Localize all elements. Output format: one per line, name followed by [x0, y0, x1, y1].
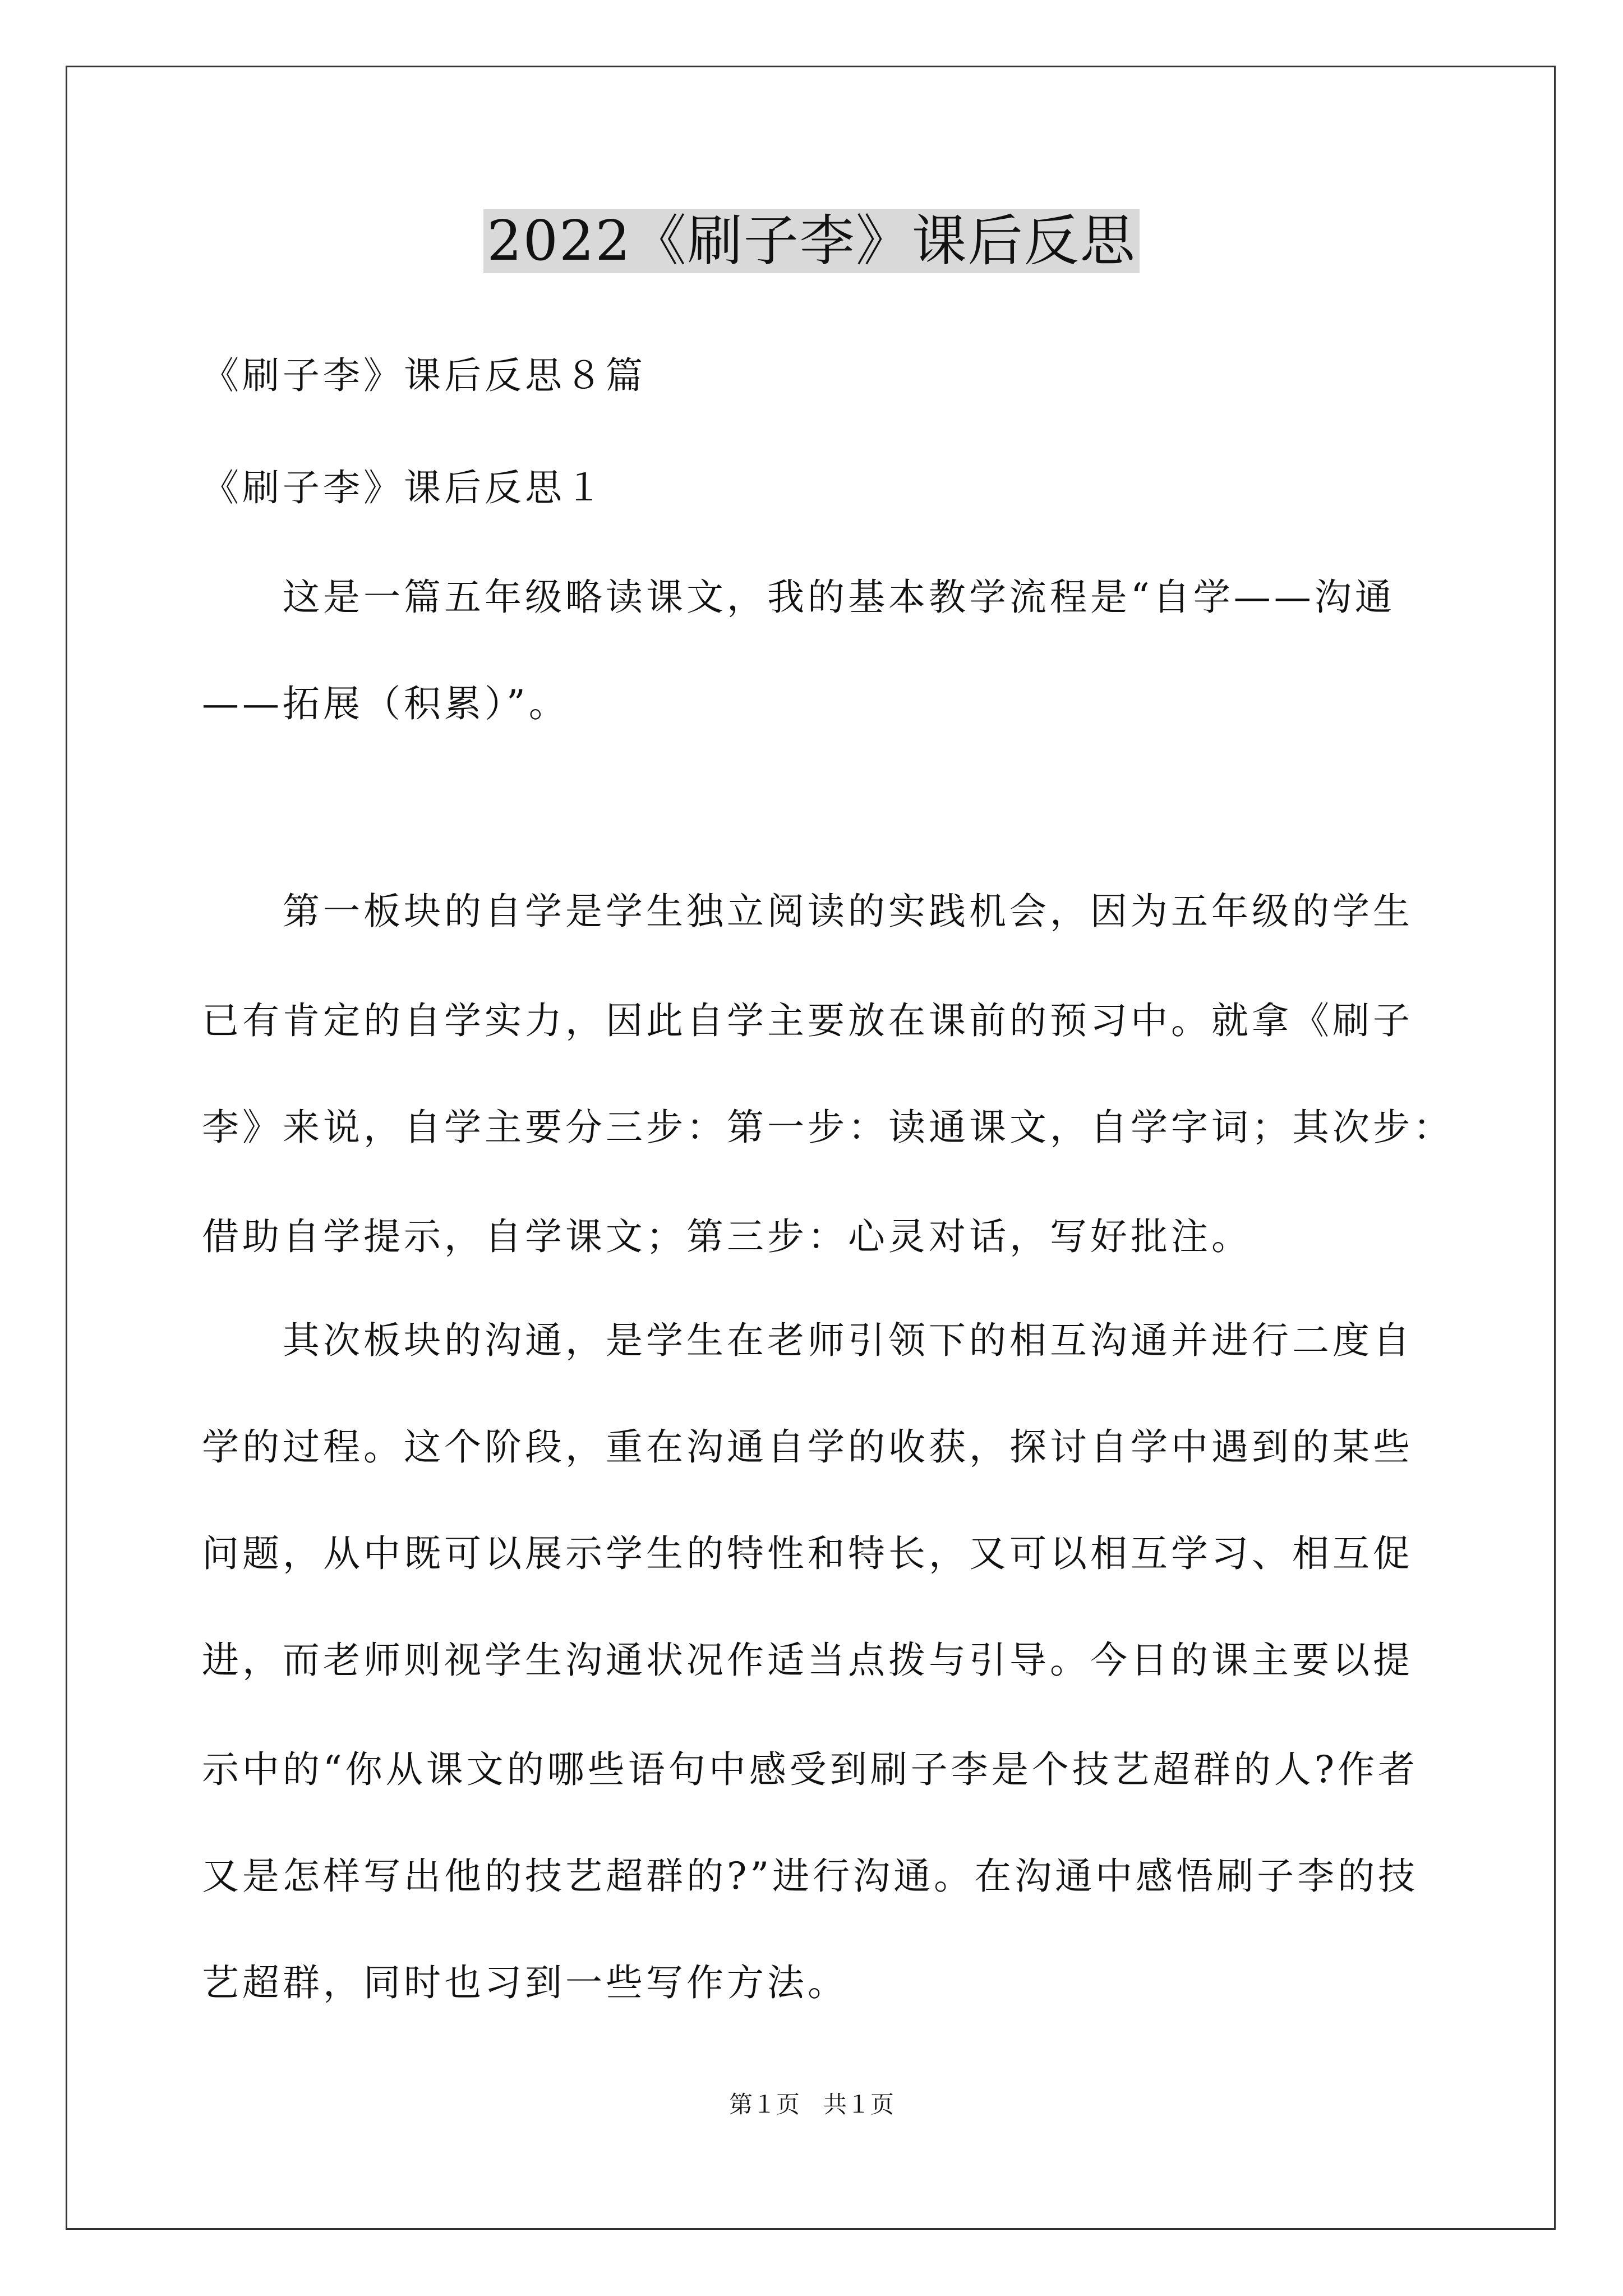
document-title [0, 202, 1623, 280]
paragraph-3-line-6: 又是怎样写出他的技艺超群的?”进行沟通。在沟通中感悟刷子李的技 [202, 1855, 1419, 1898]
paragraph-3-line-3: 问题，从中既可以展示学生的特性和特长，又可以相互学习、相互促 [202, 1532, 1413, 1575]
subtitle-part-1: 《刷子李》课后反思１ [202, 466, 606, 509]
paragraph-2-line-2: 已有肯定的自学实力，因此自学主要放在课前的预习中。就拿《刷子 [202, 999, 1413, 1042]
document-title-text: 2022《刷子李》课后反思 [483, 209, 1139, 273]
paragraph-3-line-4: 进，而老师则视学生沟通状况作适当点拨与引导。今日的课主要以提 [202, 1639, 1413, 1682]
paragraph-1-line-2: ——拓展（积累）”。 [202, 682, 569, 725]
page-footer: 第１页 共１页 [728, 2091, 894, 2118]
paragraph-2-line-1: 第一板块的自学是学生独立阅读的实践机会，因为五年级的学生 [202, 890, 1413, 933]
paragraph-1-line-1: 这是一篇五年级略读课文，我的基本教学流程是“自学——沟通 [202, 576, 1395, 619]
subtitle-collection: 《刷子李》课后反思８篇 [202, 354, 646, 397]
paragraph-2-line-4: 借助自学提示，自学课文；第三步：心灵对话，写好批注。 [202, 1215, 1252, 1258]
paragraph-3-line-7: 艺超群，同时也习到一些写作方法。 [202, 1961, 848, 2004]
paragraph-2-line-3: 李》来说，自学主要分三步：第一步：读通课文，自学字词；其次步： [202, 1106, 1454, 1149]
paragraph-3-line-5: 示中的“你从课文的哪些语句中感受到刷子李是个技艺超群的人?作者 [202, 1748, 1419, 1791]
paragraph-3-line-2: 学的过程。这个阶段，重在沟通自学的收获，探讨自学中遇到的某些 [202, 1425, 1413, 1469]
paragraph-3-line-1: 其次板块的沟通，是学生在老师引领下的相互沟通并进行二度自 [202, 1319, 1413, 1362]
